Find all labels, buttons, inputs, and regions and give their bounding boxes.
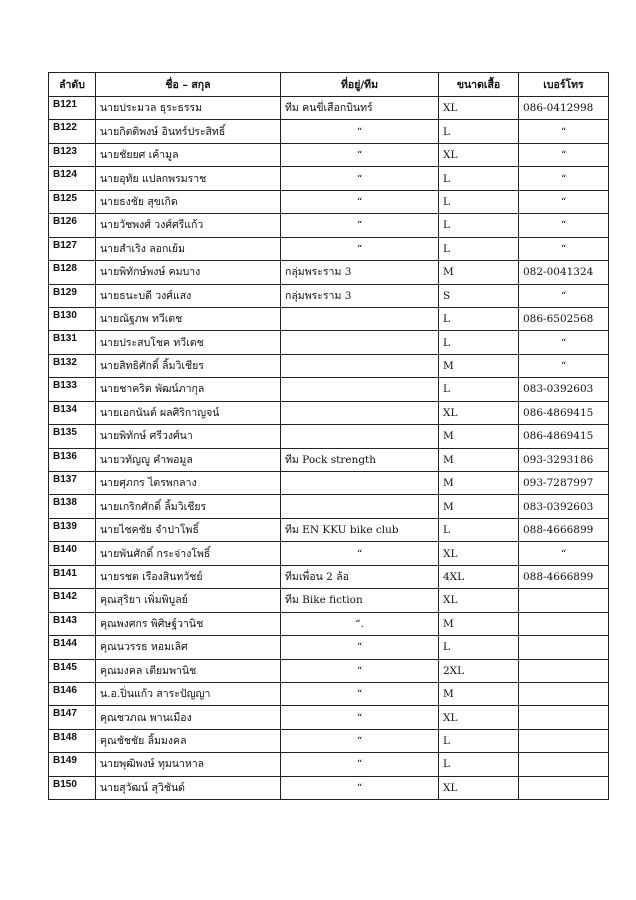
row-size: L — [439, 331, 519, 354]
row-team: “ — [281, 682, 439, 705]
row-phone: “ — [519, 542, 609, 565]
row-name: นายพิทักษ์พงษ์ คมบาง — [96, 261, 281, 284]
row-name: คุณมงคล เตียมพานิช — [96, 659, 281, 682]
row-phone: 082-0041324 — [519, 261, 609, 284]
row-code: B137 — [49, 472, 96, 495]
row-code: B127 — [49, 237, 96, 260]
row-size: M — [439, 612, 519, 635]
table-row — [49, 565, 609, 588]
row-phone: 093-7287997 — [519, 472, 609, 495]
row-size: M — [439, 472, 519, 495]
row-size: L — [439, 307, 519, 330]
row-phone: 093-3293186 — [519, 448, 609, 471]
row-phone: “ — [519, 331, 609, 354]
row-code: B123 — [49, 143, 96, 166]
table-row — [49, 167, 609, 190]
row-code: B147 — [49, 706, 96, 729]
row-size: M — [439, 495, 519, 518]
row-phone: “ — [519, 354, 609, 377]
row-name: นายศุภกร ไตรพกลาง — [96, 472, 281, 495]
row-code: B139 — [49, 518, 96, 541]
table-row — [49, 682, 609, 705]
row-team: ทีมเพื่อน 2 ล้อ — [281, 565, 439, 588]
row-phone — [519, 589, 609, 612]
table-row — [49, 636, 609, 659]
row-name: น.อ.ปิ่นแก้ว สาระปัญญา — [96, 682, 281, 705]
row-phone: 088-4666899 — [519, 565, 609, 588]
row-team — [281, 331, 439, 354]
row-size: XL — [439, 401, 519, 424]
row-size: M — [439, 448, 519, 471]
table-row — [49, 97, 609, 120]
row-code: B133 — [49, 378, 96, 401]
row-code: B140 — [49, 542, 96, 565]
row-size: XL — [439, 706, 519, 729]
row-phone: “ — [519, 120, 609, 143]
row-name: นายวัชพงศ์ วงศ์ศรีแก้ว — [96, 214, 281, 237]
row-code: B121 — [49, 97, 96, 120]
row-size: M — [439, 425, 519, 448]
row-team — [281, 354, 439, 377]
row-name: นายพิทักษ์ ศรีวงศ์นา — [96, 425, 281, 448]
row-name: นายประมวล ธุระธรรม — [96, 97, 281, 120]
row-size: L — [439, 518, 519, 541]
row-team: “ — [281, 237, 439, 260]
table-row — [49, 448, 609, 471]
row-name: คุณสุริยา เพิ่มพิบูลย์ — [96, 589, 281, 612]
row-size: L — [439, 167, 519, 190]
row-size: M — [439, 354, 519, 377]
header-name: ชื่อ – สกุล — [96, 73, 281, 97]
row-name: นายรชต เรืองสินทวัชย์ — [96, 565, 281, 588]
row-code: B131 — [49, 331, 96, 354]
table-row — [49, 472, 609, 495]
row-team: “ — [281, 190, 439, 213]
row-code: B138 — [49, 495, 96, 518]
row-team: “ — [281, 120, 439, 143]
row-name: นายเกริกศักดิ์ ลิ้มวิเชียร — [96, 495, 281, 518]
row-team: “ — [281, 753, 439, 776]
row-phone: 083-0392603 — [519, 378, 609, 401]
row-team: ทีม EN KKU bike club — [281, 518, 439, 541]
table-row — [49, 659, 609, 682]
row-name: นายชัยยศ เค้ามูล — [96, 143, 281, 166]
table-row — [49, 354, 609, 377]
row-size: L — [439, 753, 519, 776]
table-row — [49, 237, 609, 260]
table-row — [49, 495, 609, 518]
row-team: “ — [281, 659, 439, 682]
row-phone — [519, 682, 609, 705]
row-name: คุณชวภณ พานเมือง — [96, 706, 281, 729]
row-size: L — [439, 729, 519, 752]
row-name: นายสิทธิศักดิ์ ลิ้มวิเชียร — [96, 354, 281, 377]
row-code: B124 — [49, 167, 96, 190]
row-size: XL — [439, 542, 519, 565]
row-code: B148 — [49, 729, 96, 752]
row-name: นายประสบโชค ทวีเดช — [96, 331, 281, 354]
row-team: “ — [281, 542, 439, 565]
row-team: กลุ่มพระราม 3 — [281, 284, 439, 307]
row-code: B130 — [49, 307, 96, 330]
row-code: B149 — [49, 753, 96, 776]
table-row — [49, 378, 609, 401]
table-row — [49, 612, 609, 635]
row-name: นายไชคชัย จำปาโพธิ์ — [96, 518, 281, 541]
row-phone: “ — [519, 284, 609, 307]
header-size: ขนาดเสื้อ — [439, 73, 519, 97]
row-team — [281, 495, 439, 518]
table-row — [49, 190, 609, 213]
row-phone: “ — [519, 190, 609, 213]
row-name: นายพุฒิพงษ์ ทุมนาหาล — [96, 753, 281, 776]
row-name: นายวทัญญู คำพอมูล — [96, 448, 281, 471]
row-team: “ — [281, 167, 439, 190]
row-code: B145 — [49, 659, 96, 682]
row-phone: “ — [519, 167, 609, 190]
table-row — [49, 589, 609, 612]
table-row — [49, 214, 609, 237]
row-team: ทีม คนขี่เสือกบินทร์ — [281, 97, 439, 120]
row-size: L — [439, 636, 519, 659]
row-name: นายพันศักดิ์ กระจ่างโพธิ์ — [96, 542, 281, 565]
row-phone: “ — [519, 237, 609, 260]
row-team: “ — [281, 729, 439, 752]
row-team — [281, 401, 439, 424]
row-name: คุณนวรรธ หอมเลิศ — [96, 636, 281, 659]
row-name: นายณัฐภพ ทวีเดช — [96, 307, 281, 330]
row-code: B134 — [49, 401, 96, 424]
row-size: L — [439, 190, 519, 213]
table-row — [49, 753, 609, 776]
row-phone — [519, 776, 609, 799]
header-team: ที่อยู่/ทีม — [281, 73, 439, 97]
row-team — [281, 472, 439, 495]
row-name: นายสำเริง ลอกเย้ม — [96, 237, 281, 260]
row-phone: 083-0392603 — [519, 495, 609, 518]
table-row — [49, 729, 609, 752]
row-name: คุณพงศกร พิศิษฐ์วานิช — [96, 612, 281, 635]
row-size: XL — [439, 143, 519, 166]
row-phone — [519, 706, 609, 729]
row-phone — [519, 753, 609, 776]
row-name: นายธนะบดี วงศ์แสง — [96, 284, 281, 307]
row-code: B132 — [49, 354, 96, 377]
header-row — [49, 73, 609, 97]
row-name: นายสุวัฒน์ สุวิชันด์ — [96, 776, 281, 799]
row-team: “ — [281, 214, 439, 237]
row-phone: 086-4869415 — [519, 425, 609, 448]
row-team: “ — [281, 636, 439, 659]
row-phone: 086-6502568 — [519, 307, 609, 330]
row-size: XL — [439, 97, 519, 120]
table-row — [49, 542, 609, 565]
row-team: “. — [281, 612, 439, 635]
row-size: 4XL — [439, 565, 519, 588]
table-row — [49, 307, 609, 330]
row-phone: 086-4869415 — [519, 401, 609, 424]
row-size: XL — [439, 776, 519, 799]
row-team — [281, 307, 439, 330]
row-phone — [519, 659, 609, 682]
row-code: B128 — [49, 261, 96, 284]
row-code: B122 — [49, 120, 96, 143]
row-team: “ — [281, 706, 439, 729]
row-phone — [519, 729, 609, 752]
registration-table — [48, 72, 609, 800]
row-phone: 086-0412998 — [519, 97, 609, 120]
header-order: ลำดับ — [49, 73, 96, 97]
row-phone: 088-4666899 — [519, 518, 609, 541]
row-size: L — [439, 237, 519, 260]
row-team: กลุ่มพระราม 3 — [281, 261, 439, 284]
row-size: L — [439, 378, 519, 401]
table-row — [49, 331, 609, 354]
table-row — [49, 518, 609, 541]
row-code: B150 — [49, 776, 96, 799]
row-team — [281, 425, 439, 448]
row-name: นายชาคริต พัฒน์ภากุล — [96, 378, 281, 401]
row-code: B126 — [49, 214, 96, 237]
row-size: S — [439, 284, 519, 307]
table-row — [49, 401, 609, 424]
table-row — [49, 706, 609, 729]
row-code: B129 — [49, 284, 96, 307]
table-row — [49, 261, 609, 284]
row-code: B136 — [49, 448, 96, 471]
table-row — [49, 776, 609, 799]
row-name: คุณชัชชัย ลิ้มมงคล — [96, 729, 281, 752]
row-code: B142 — [49, 589, 96, 612]
row-phone — [519, 636, 609, 659]
row-team: ทีม Bike fiction — [281, 589, 439, 612]
row-name: นายอุทัย แปลกพรมราช — [96, 167, 281, 190]
row-code: B144 — [49, 636, 96, 659]
row-size: M — [439, 261, 519, 284]
row-team — [281, 378, 439, 401]
row-name: นายเอกนันต์ ผลศิริกาญจน์ — [96, 401, 281, 424]
registration-sheet — [48, 72, 609, 800]
row-size: L — [439, 120, 519, 143]
row-size: XL — [439, 589, 519, 612]
row-team: “ — [281, 143, 439, 166]
row-name: นายธงชัย สุขเกิด — [96, 190, 281, 213]
row-code: B125 — [49, 190, 96, 213]
table-row — [49, 284, 609, 307]
row-phone: “ — [519, 143, 609, 166]
row-code: B135 — [49, 425, 96, 448]
table-row — [49, 425, 609, 448]
row-team: “ — [281, 776, 439, 799]
header-phone: เบอร์โทร — [519, 73, 609, 97]
row-phone — [519, 612, 609, 635]
row-code: B143 — [49, 612, 96, 635]
table-row — [49, 120, 609, 143]
row-name: นายกิตติพงษ์ อินทร์ประสิทธิ์ — [96, 120, 281, 143]
row-code: B141 — [49, 565, 96, 588]
row-size: 2XL — [439, 659, 519, 682]
row-phone: “ — [519, 214, 609, 237]
row-size: L — [439, 214, 519, 237]
row-code: B146 — [49, 682, 96, 705]
row-size: M — [439, 682, 519, 705]
table-row — [49, 143, 609, 166]
row-team: ทีม Pock strength — [281, 448, 439, 471]
